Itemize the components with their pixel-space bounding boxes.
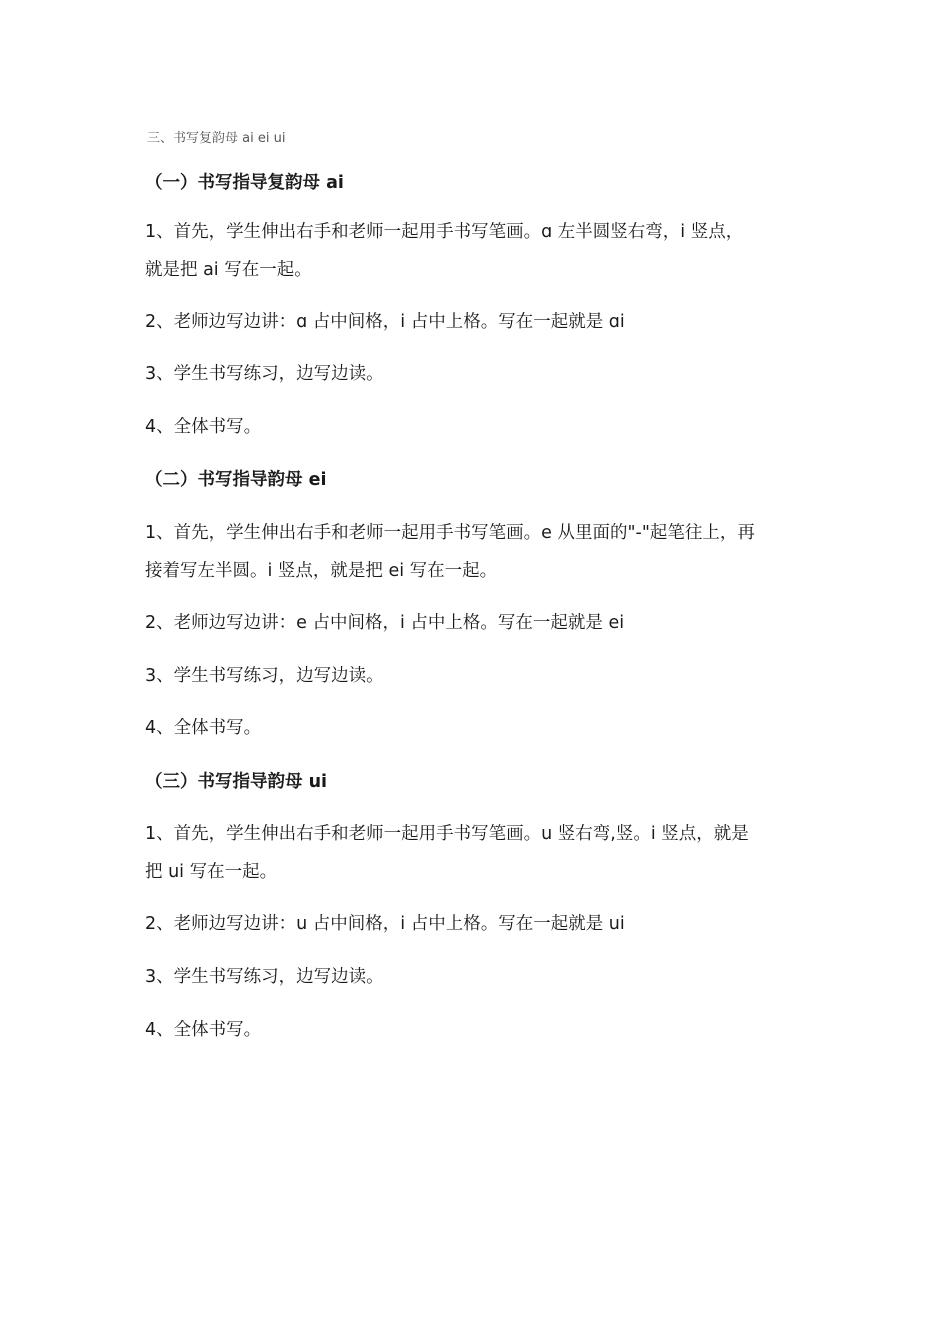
paragraph-line: 4、全体书写。 [145, 1020, 262, 1040]
paragraph-line: 把 ui 写在一起。 [145, 862, 278, 882]
paragraph-line: 3、学生书写练习，边写边读。 [145, 967, 384, 987]
part-heading-ai: （一）书写指导复韵母 ai [145, 173, 344, 193]
paragraph-line: 1、首先，学生伸出右手和老师一起用手书写笔画。u 竖右弯,竖。i 竖点，就是 [145, 824, 749, 844]
paragraph-line: 4、全体书写。 [145, 718, 262, 738]
paragraph-line: 4、全体书写。 [145, 417, 262, 437]
paragraph-line: 3、学生书写练习，边写边读。 [145, 364, 384, 384]
paragraph-line: 2、老师边写边讲：u 占中间格，i 占中上格。写在一起就是 ui [145, 914, 625, 934]
paragraph-line: 1、首先，学生伸出右手和老师一起用手书写笔画。ɑ 左半圆竖右弯，i 竖点， [145, 222, 744, 242]
paragraph-line: 就是把 ai 写在一起。 [145, 260, 312, 280]
paragraph-line: 1、首先，学生伸出右手和老师一起用手书写笔画。e 从里面的"-"起笔往上，再 [145, 523, 755, 543]
part-heading-ui: （三）书写指导韵母 ui [145, 772, 328, 792]
section-title: 三、书写复韵母 ai ei ui [147, 131, 286, 146]
part-heading-ei: （二）书写指导韵母 ei [145, 470, 327, 490]
paragraph-line: 2、老师边写边讲：e 占中间格，i 占中上格。写在一起就是 ei [145, 613, 625, 633]
paragraph-line: 接着写左半圆。i 竖点，就是把 ei 写在一起。 [145, 561, 498, 581]
paragraph-line: 2、老师边写边讲：ɑ 占中间格，i 占中上格。写在一起就是 ɑi [145, 312, 625, 332]
paragraph-line: 3、学生书写练习，边写边读。 [145, 666, 384, 686]
